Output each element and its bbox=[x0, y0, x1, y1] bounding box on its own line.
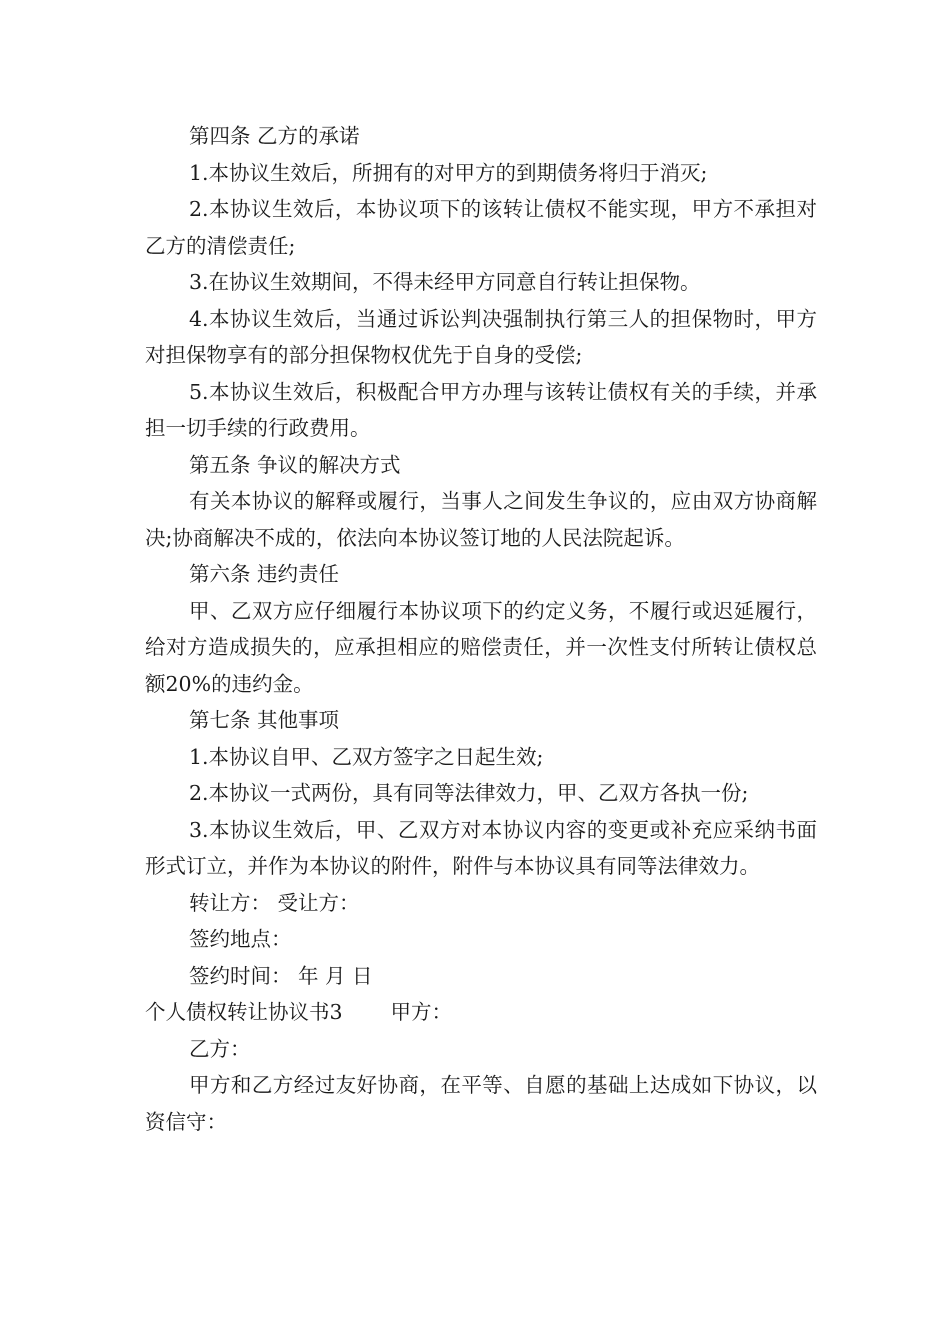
article5-title: 第五条 争议的解决方式 bbox=[189, 452, 401, 477]
signature-place: 签约地点： bbox=[189, 927, 292, 951]
article4-item4: 4.本协议生效后，当通过诉讼判决强制执行第三人的担保物时，甲方对担保物享有的部分担保物权优先于自身的受偿; bbox=[145, 306, 817, 367]
party-b-label: 乙方： bbox=[189, 1036, 251, 1061]
section3-heading-line bbox=[145, 994, 817, 1031]
article7-item2: 2.本协议一式两份，具有同等法律效力，甲、乙双方各执一份; bbox=[189, 781, 749, 805]
article7-item3: 3.本协议生效后，甲、乙双方对本协议内容的变更或补充应采纳书面形式订立，并作为本协议的附件，附件与本协议具有同等法律效力。 bbox=[145, 817, 817, 878]
article4-title: 第四条 乙方的承诺 bbox=[189, 124, 360, 148]
article4-item2: 2.本协议生效后，本协议项下的该转让债权不能实现，甲方不承担对乙方的清偿责任; bbox=[145, 197, 817, 258]
article6-title: 第六条 违约责任 bbox=[189, 562, 340, 586]
article7-item1: 1.本协议自甲、乙双方签字之日起生效; bbox=[189, 744, 544, 769]
document-body bbox=[145, 118, 817, 1140]
article4-item5: 5.本协议生效后，积极配合甲方办理与该转让债权有关的手续，并承担一切手续的行政费用。 bbox=[145, 379, 817, 440]
article7-title: 第七条 其他事项 bbox=[189, 708, 340, 732]
signature-date: 签约时间： 年 月 日 bbox=[189, 963, 373, 988]
article4-item1: 1.本协议生效后，所拥有的对甲方的到期债务将归于消灭; bbox=[189, 160, 708, 185]
article4-item3: 3.在协议生效期间，不得未经甲方同意自行转让担保物。 bbox=[189, 270, 701, 294]
signature-parties: 转让方： 受让方： bbox=[189, 890, 360, 915]
party-a-label: 甲方： bbox=[390, 1000, 453, 1024]
article6-body: 甲、乙双方应仔细履行本协议项下的约定义务，不履行或迟延履行，给对方造成损失的，应承担相应的赔偿责任，并一次性支付所转让债权总额20%的违约金。 bbox=[145, 598, 817, 696]
preamble-paragraph: 甲方和乙方经过友好协商，在平等、自愿的基础上达成如下协议，以资信守： bbox=[145, 1073, 817, 1134]
section3-heading: 个人债权转让协议书3 bbox=[145, 1000, 343, 1024]
article5-body: 有关本协议的解释或履行，当事人之间发生争议的，应由双方协商解决;协商解决不成的，依法向本协议签订地的人民法院起诉。 bbox=[145, 489, 817, 550]
